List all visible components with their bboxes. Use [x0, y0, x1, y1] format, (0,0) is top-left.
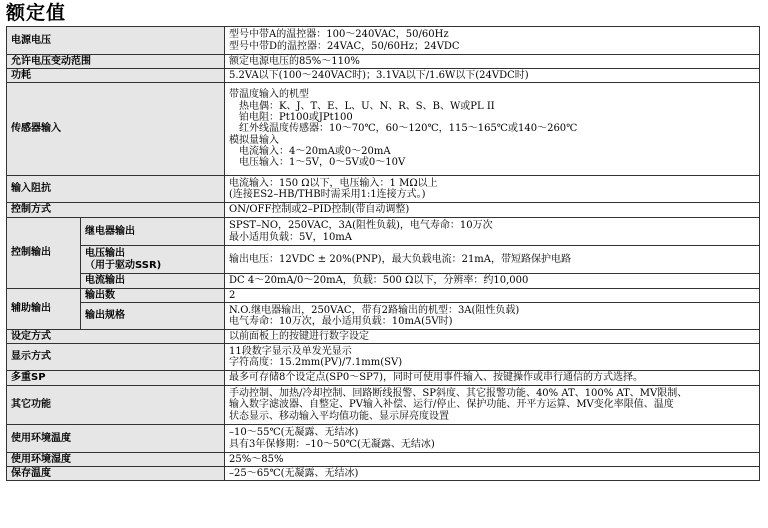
row-label-setting-method: 设定方式	[7, 330, 225, 344]
row-value-power-voltage: 型号中带A的温控器：100～240VAC，50/60Hz 型号中带D的温控器：24VAC，50/60Hz；24VDC	[225, 27, 760, 55]
sub-label-relay-output: 继电器输出	[81, 218, 225, 246]
row-value-storage-temp: –25～65℃(无凝露、无结冰)	[225, 467, 760, 481]
row-value-output-spec: N.O.继电器输出，250VAC，带有2路输出的机型：3A(阻性负载) 电气寿命：10万次，最小适用负载：10mA(5V时)	[225, 303, 760, 330]
row-value-setting-method: 以前面板上的按键进行数字设定	[225, 330, 760, 344]
row-label-input-impedance: 输入阻抗	[7, 176, 225, 203]
table-row	[7, 55, 760, 69]
table-row	[7, 274, 760, 289]
row-value-relay-output: SPST–NO，250VAC，3A(阻性负载)，电气寿命：10万次 最小适用负载：5V，10mA	[225, 218, 760, 246]
row-value-output-count: 2	[225, 289, 760, 303]
row-label-display-method: 显示方式	[7, 344, 225, 371]
table-row	[7, 83, 760, 176]
row-value-input-impedance: 电流输入：150 Ω以下，电压输入：1 MΩ以上 (连接ES2–HB/THB时需采用1:1连接方式。)	[225, 176, 760, 203]
row-label-ambient-temp: 使用环境温度	[7, 425, 225, 453]
table-row	[7, 425, 760, 453]
row-label-aux-output: 辅助输出	[7, 289, 81, 330]
sub-label-current-output: 电流输出	[81, 274, 225, 289]
row-value-power-consumption: 5.2VA以下(100～240VAC时)；3.1VA以下/1.6W以下(24VDC时)	[225, 69, 760, 83]
row-label-sensor-input: 传感器输入	[7, 83, 225, 176]
table-row	[7, 289, 760, 303]
row-label-power-consumption: 功耗	[7, 69, 225, 83]
row-value-current-output: DC 4～20mA/0～20mA，负载：500 Ω以下，分辨率：约10,000	[225, 274, 760, 289]
row-value-ambient-temp: –10～55℃(无凝露、无结冰) 具有3年保修期：–10～50℃(无凝露、无结冰)	[225, 425, 760, 453]
row-label-storage-temp: 保存温度	[7, 467, 225, 481]
sub-label-voltage-output: 电压输出 （用于驱动SSR)	[81, 246, 225, 274]
table-row	[7, 69, 760, 83]
table-row	[7, 203, 760, 218]
row-value-multi-sp: 最多可存储8个设定点(SP0～SP7)，同时可使用事件输入、按键操作或串行通信的方式选择。	[225, 371, 760, 386]
table-row	[7, 303, 760, 330]
table-row	[7, 218, 760, 246]
row-label-other-functions: 其它功能	[7, 386, 225, 425]
row-value-control-method: ON/OFF控制或2–PID控制(带自动调整)	[225, 203, 760, 218]
row-label-multi-sp: 多重SP	[7, 371, 225, 386]
row-value-sensor-input: 带温度输入的机型 热电偶：K、J、T、E、L、U、N、R、S、B、W或PL II 铂电阻：Pt100或JPt100 红外线温度传感器：10～70℃，60～120℃，115～165℃或140～260℃ 模拟量输入 电流输入：4～20mA或0～20mA 电压输入：1～5V，0～5V或0～10V	[225, 83, 760, 176]
table-row	[7, 176, 760, 203]
row-label-power-voltage: 电源电压	[7, 27, 225, 55]
table-row	[7, 27, 760, 55]
row-value-other-functions: 手动控制、加热/冷却控制、回路断线报警、SP斜度、其它报警功能、40% AT、100% AT、MV限制、 输入数字滤波器、自整定、PV输入补偿、运行/停止、保护功能、开平方运算、MV变化率限值、温度 状态显示、移动输入平均值功能、显示屏亮度设置	[225, 386, 760, 425]
page-title: 额定值	[6, 2, 67, 24]
row-value-display-method: 11段数字显示及单发光显示 字符高度：15.2mm(PV)/7.1mm(SV)	[225, 344, 760, 371]
table-row	[7, 371, 760, 386]
table-row	[7, 467, 760, 481]
table-row	[7, 344, 760, 371]
sub-label-output-spec: 输出规格	[81, 303, 225, 330]
table-row	[7, 453, 760, 467]
row-value-voltage-output: 输出电压：12VDC ± 20%(PNP)，最大负载电流：21mA，带短路保护电路	[225, 246, 760, 274]
table-row	[7, 386, 760, 425]
row-label-ambient-humidity: 使用环境湿度	[7, 453, 225, 467]
row-value-allowed-range: 额定电源电压的85%～110%	[225, 55, 760, 69]
table-row	[7, 330, 760, 344]
row-label-allowed-range: 允许电压变动范围	[7, 55, 225, 69]
specifications-table	[6, 26, 760, 481]
row-label-control-output: 控制输出	[7, 218, 81, 289]
row-label-control-method: 控制方式	[7, 203, 225, 218]
table-row	[7, 246, 760, 274]
row-value-ambient-humidity: 25%～85%	[225, 453, 760, 467]
sub-label-output-count: 输出数	[81, 289, 225, 303]
